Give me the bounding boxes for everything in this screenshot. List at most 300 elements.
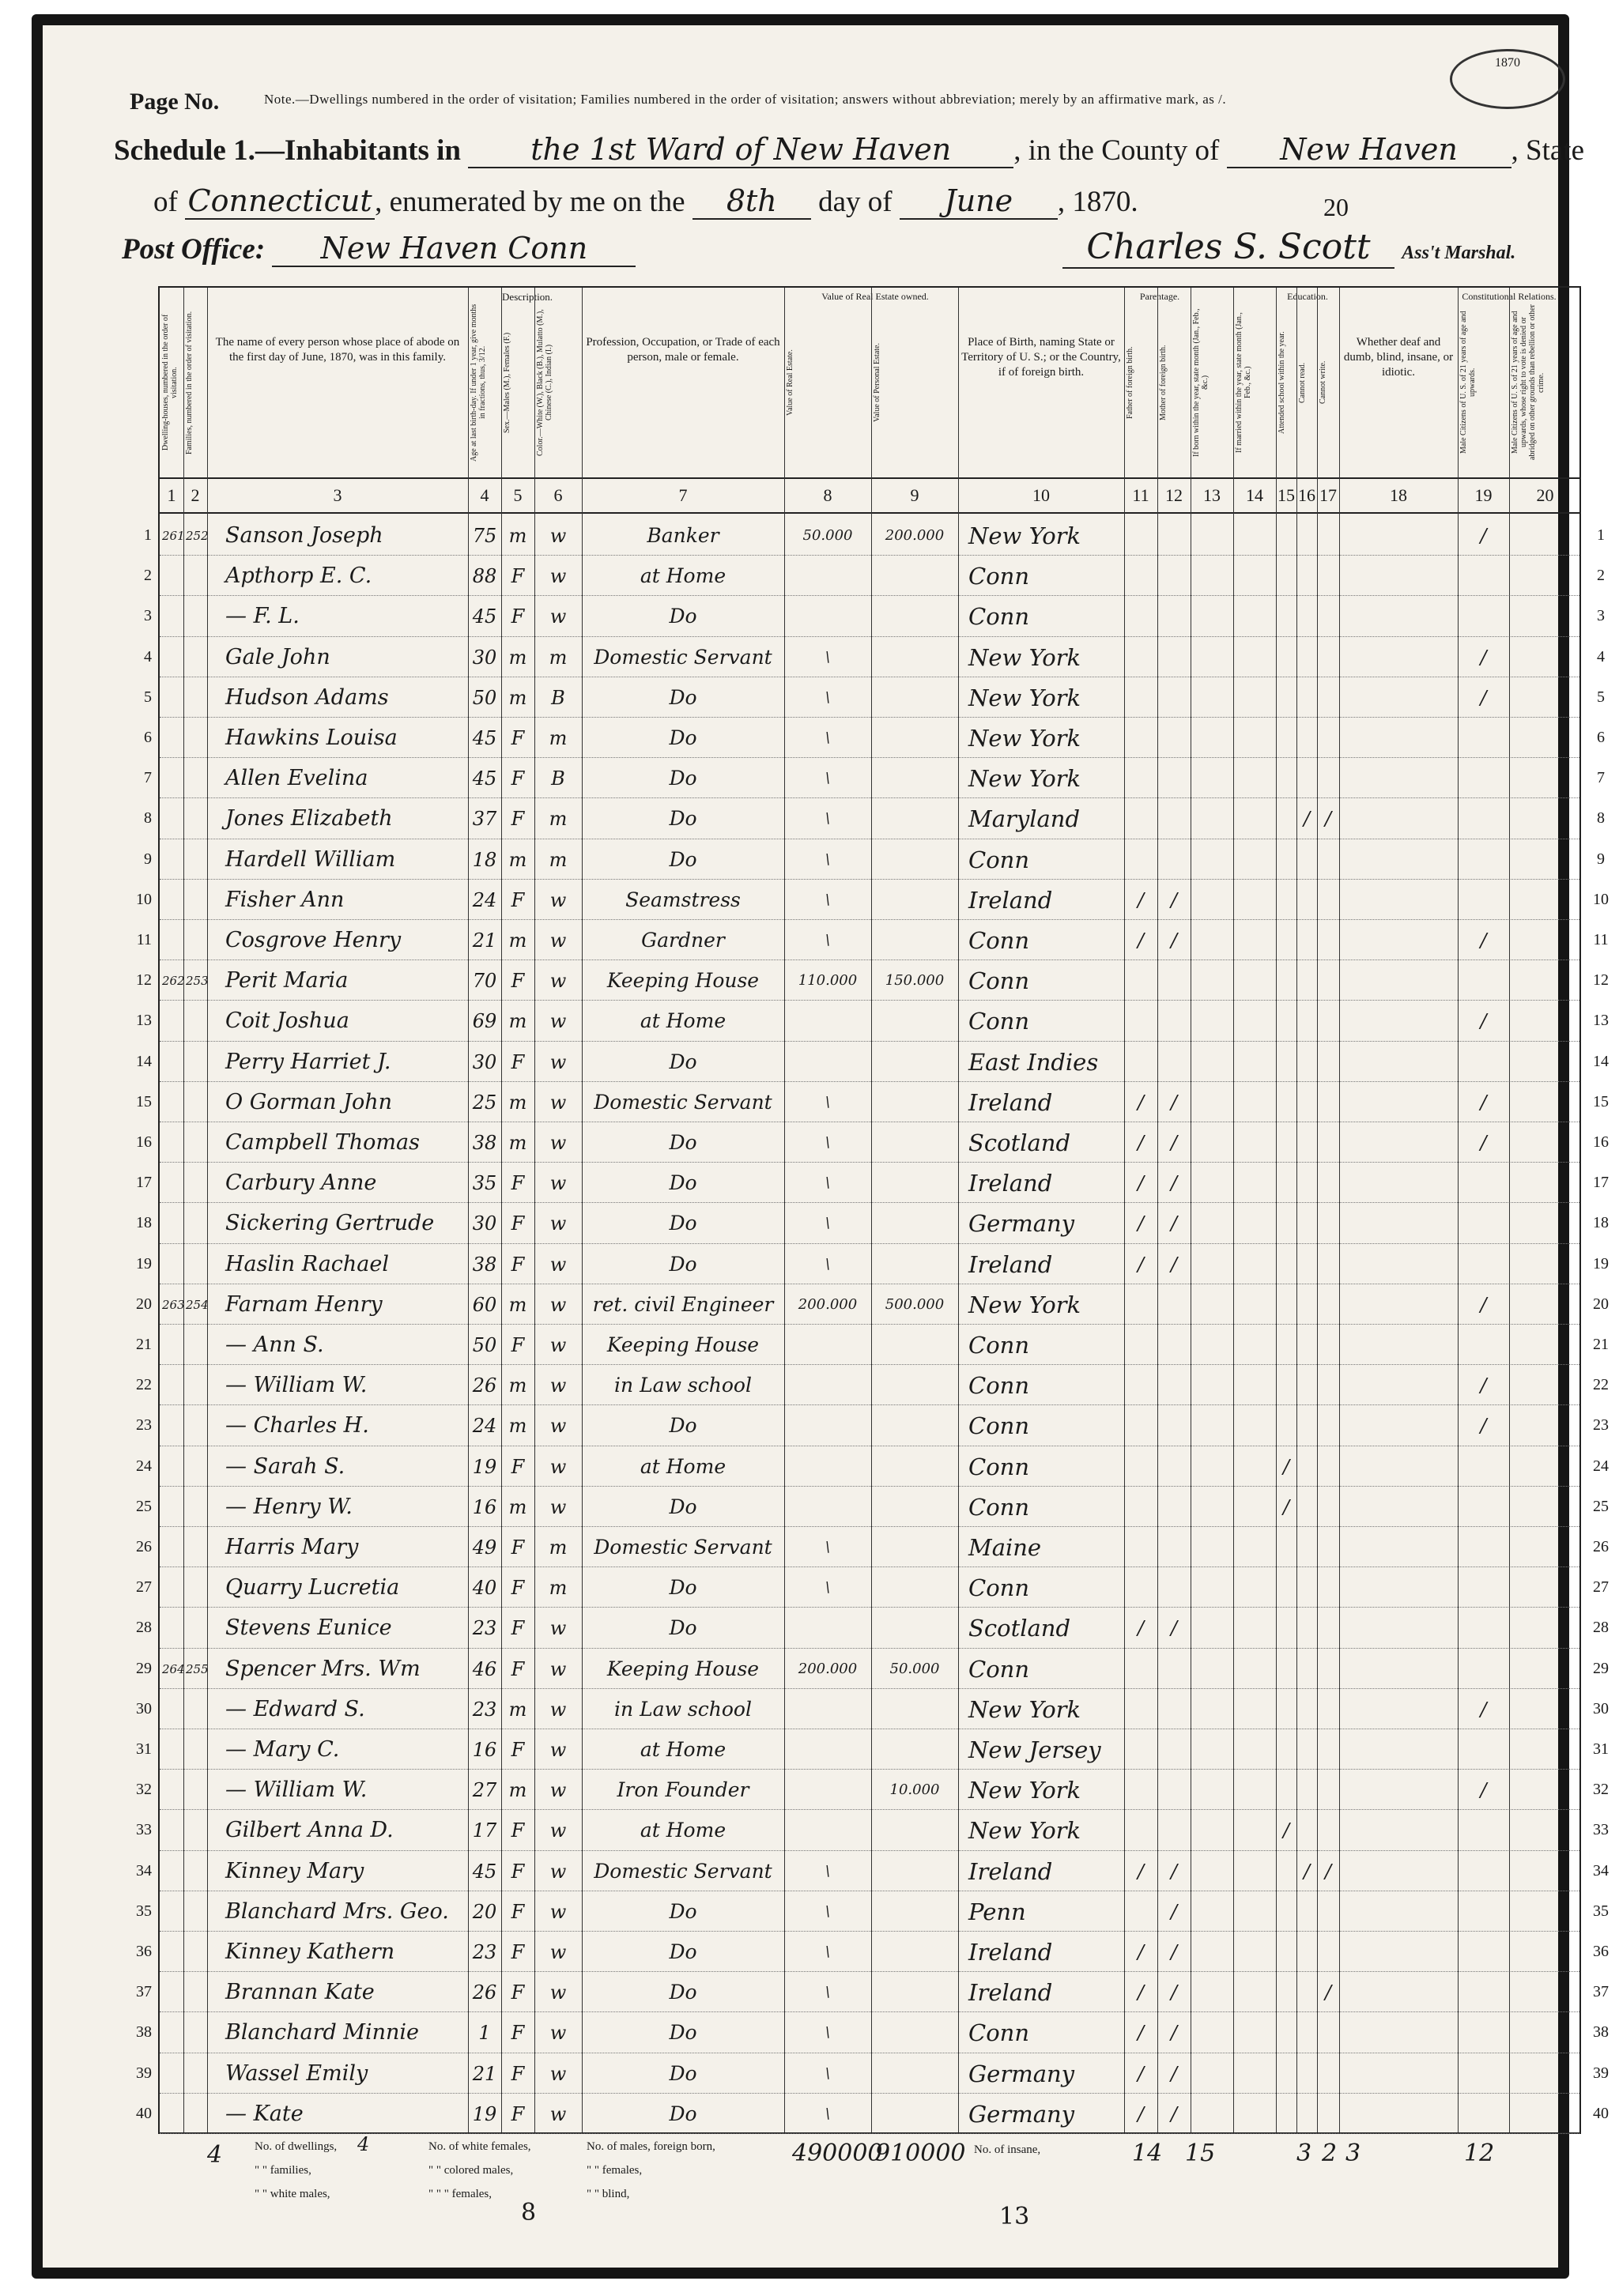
table-row	[136, 1607, 1609, 1648]
color: w	[549, 565, 567, 588]
color: B	[551, 686, 565, 709]
occupation: Keeping House	[606, 969, 760, 993]
sex: F	[511, 767, 525, 790]
father-foreign-mark	[1127, 1531, 1155, 1564]
dwelling-number	[162, 762, 181, 795]
father-foreign-mark	[1127, 1693, 1155, 1726]
mother-foreign-mark: /	[1170, 1253, 1178, 1276]
enumerated-label: , enumerated by me on the	[375, 186, 685, 218]
birthplace: New York	[968, 765, 1081, 793]
table-row	[136, 2093, 1609, 2134]
sex: F	[511, 727, 525, 749]
column-number-10: 10	[1032, 485, 1050, 505]
citizen-mark: /	[1480, 1415, 1487, 1438]
person-name: — Charles H.	[225, 1413, 369, 1438]
column-rule	[871, 288, 872, 2132]
father-foreign-mark: /	[1137, 1212, 1145, 1235]
cannot-read-mark	[1299, 2057, 1315, 2091]
father-foreign-mark	[1127, 1774, 1155, 1807]
insane-label: No. of insane,	[974, 2143, 1041, 2156]
cannot-read-mark	[1299, 1571, 1315, 1604]
father-foreign-mark: /	[1137, 1617, 1145, 1640]
real-estate-value: \	[825, 1093, 831, 1110]
father-foreign-mark	[1127, 1005, 1155, 1038]
citizen-mark	[1460, 1046, 1507, 1079]
school-mark	[1278, 1733, 1294, 1766]
personal-estate-value: 500.000	[885, 1295, 945, 1313]
line-number: 11	[136, 931, 152, 948]
dwelling-number	[162, 1531, 181, 1564]
personal-estate-value	[874, 1936, 956, 1969]
color: w	[549, 1293, 567, 1316]
line-number-right: 7	[1597, 769, 1605, 787]
line-number-right: 19	[1593, 1254, 1609, 1272]
line-number-right: 5	[1597, 688, 1605, 706]
line-number-right: 35	[1593, 1902, 1609, 1920]
line-number: 13	[136, 1012, 152, 1030]
father-foreign-mark: /	[1137, 888, 1145, 911]
real-estate-value: \	[825, 932, 831, 948]
person-name: Blanchard Minnie	[225, 2020, 420, 2045]
citizen-mark	[1460, 1895, 1507, 1928]
mother-foreign-mark	[1160, 600, 1188, 633]
family-number	[186, 1126, 205, 1159]
citizen-mark	[1460, 1531, 1507, 1564]
column-heading-20: Male Citizens of U. S. of 21 years of age and upwards, whose right to vote is denied or abridged on other grounds than rebellion or other crime.	[1511, 304, 1545, 461]
line-number-right: 1	[1597, 526, 1605, 544]
age: 60	[472, 1293, 497, 1316]
color: w	[549, 1981, 567, 2004]
age: 30	[472, 646, 497, 669]
school-mark	[1278, 802, 1294, 835]
occupation: Domestic Servant	[594, 1859, 772, 1883]
dwelling-number: 264	[162, 1661, 185, 1676]
occupation: Do	[669, 2021, 697, 2045]
family-number	[186, 1571, 205, 1604]
person-name: — William W.	[225, 1373, 368, 1398]
age: 16	[472, 1495, 497, 1518]
school-mark	[1278, 600, 1294, 633]
cannot-read-mark	[1299, 1733, 1315, 1766]
birthplace: Germany	[968, 1210, 1075, 1238]
cannot-read-mark	[1299, 1895, 1315, 1928]
father-foreign-mark	[1127, 519, 1155, 552]
sex: m	[508, 1374, 527, 1397]
color: m	[549, 808, 568, 831]
line-number-right: 25	[1593, 1497, 1609, 1515]
table-row	[136, 1081, 1609, 1122]
real-estate-value: \	[825, 1579, 831, 1597]
age: 26	[472, 1981, 497, 2004]
column-heading-6: Color.—White (W.), Black (B.), Mulatto (M.), Chinese (C.), Indian (I.)	[536, 309, 553, 456]
line-number-right: 30	[1593, 1699, 1609, 1717]
mother-foreign-mark	[1160, 1814, 1188, 1847]
occupation: Do	[669, 726, 697, 749]
personal-estate-value	[874, 924, 956, 957]
cannot-read-mark	[1299, 1329, 1315, 1362]
dwelling-number	[162, 1814, 181, 1847]
birthplace: Ireland	[968, 1979, 1053, 2007]
birthplace: Ireland	[968, 1170, 1053, 1197]
father-foreign-mark	[1127, 843, 1155, 877]
sex: F	[511, 1657, 525, 1680]
table-row	[136, 1971, 1609, 2012]
mother-foreign-mark: /	[1170, 2102, 1178, 2125]
real-estate-value: 50.000	[802, 527, 853, 544]
color: w	[549, 1495, 567, 1518]
column-heading-5: Sex.—Males (M.), Females (F.)	[503, 332, 511, 433]
father-foreign-mark	[1127, 1814, 1155, 1847]
school-total: 3	[1296, 2140, 1312, 2167]
birthplace: Conn	[968, 563, 1030, 590]
table-row	[144, 595, 1605, 636]
line-number-right: 22	[1593, 1376, 1609, 1394]
line-number-right: 3	[1597, 607, 1605, 625]
age: 35	[472, 1172, 497, 1195]
line-number: 37	[136, 1983, 152, 2001]
cannot-read-mark	[1299, 1653, 1315, 1686]
year-label: , 1870.	[1057, 186, 1138, 218]
footer-right-mark: 13	[999, 2203, 1030, 2230]
real-estate-value	[787, 560, 869, 593]
school-mark	[1278, 1855, 1294, 1888]
column-number-20: 20	[1536, 485, 1554, 505]
line-number-right: 4	[1597, 647, 1605, 665]
personal-estate-value	[874, 1612, 956, 1645]
real-estate-value: 200.000	[798, 1295, 858, 1313]
occupation: ret. civil Engineer	[592, 1292, 774, 1316]
personal-estate-value	[874, 1207, 956, 1240]
line-number-right: 40	[1593, 2104, 1609, 2122]
line-number: 25	[136, 1497, 152, 1515]
age: 19	[472, 1455, 497, 1478]
column-rule	[501, 288, 502, 2132]
person-name: Quarry Lucretia	[225, 1575, 400, 1600]
occupation: Do	[669, 1981, 697, 2004]
cannot-write-mark	[1319, 2057, 1337, 2091]
family-number	[186, 1046, 205, 1079]
school-mark	[1278, 1531, 1294, 1564]
line-number: 3	[144, 607, 152, 625]
column-heading-15: Attended school within the year.	[1277, 331, 1286, 434]
white-males-label: " " white males,	[255, 2188, 330, 2200]
line-number: 4	[144, 647, 152, 665]
dwelling-number: 262	[162, 974, 185, 989]
line-number: 16	[136, 1133, 152, 1151]
line-number-right: 26	[1593, 1538, 1609, 1555]
citizen-mark: /	[1480, 525, 1487, 547]
real-estate-value	[787, 1774, 869, 1807]
real-estate-value: \	[825, 648, 831, 665]
family-number	[186, 2098, 205, 2131]
family-number: 253	[186, 974, 209, 989]
sex: m	[508, 929, 527, 952]
age: 37	[472, 808, 497, 831]
column-heading-11: Father of foreign birth.	[1126, 346, 1134, 419]
father-foreign-mark	[1127, 1733, 1155, 1766]
person-name: Farnam Henry	[225, 1291, 383, 1317]
school-mark	[1278, 1086, 1294, 1119]
cannot-read-mark	[1299, 600, 1315, 633]
father-foreign-mark: /	[1137, 2062, 1145, 2085]
color: w	[549, 1941, 567, 1963]
column-heading-16: Cannot read.	[1298, 362, 1307, 403]
sex: F	[511, 565, 525, 588]
dwelling-number	[162, 1248, 181, 1281]
color: w	[549, 1739, 567, 1761]
color: m	[549, 1577, 568, 1600]
birthplace: New York	[968, 1291, 1081, 1318]
line-number: 9	[144, 850, 152, 868]
father-foreign-mark: /	[1137, 1172, 1145, 1195]
occupation: Do	[669, 1495, 697, 1518]
birthplace: Ireland	[968, 886, 1053, 914]
table-row	[136, 1648, 1609, 1689]
line-number-right: 14	[1593, 1052, 1609, 1070]
mother-foreign-mark: /	[1170, 2022, 1178, 2045]
column-number-13: 13	[1203, 485, 1221, 505]
person-name: Hudson Adams	[225, 684, 389, 710]
father-foreign-mark: /	[1137, 1941, 1145, 1963]
dwelling-number: 263	[162, 1297, 185, 1312]
sex: m	[508, 646, 527, 669]
school-mark	[1278, 1369, 1294, 1402]
column-rule	[207, 288, 208, 2132]
table-row	[136, 919, 1609, 960]
person-name: Kinney Kathern	[225, 1940, 395, 1964]
personal-estate-value	[874, 1126, 956, 1159]
father-foreign-mark: /	[1137, 929, 1145, 952]
line-number: 21	[136, 1336, 152, 1353]
family-number	[186, 1733, 205, 1766]
real-estate-value: \	[825, 1174, 831, 1192]
person-name: — Henry W.	[225, 1494, 353, 1519]
family-number: 254	[186, 1297, 209, 1312]
sex: m	[508, 1293, 527, 1316]
birthplace: Conn	[968, 1574, 1030, 1602]
real-estate-value	[787, 1369, 869, 1402]
line-number-right: 17	[1593, 1174, 1609, 1192]
citizen-mark: /	[1480, 1091, 1487, 1114]
sex: F	[511, 1860, 525, 1883]
citizen-mark	[1460, 560, 1507, 593]
color: w	[549, 1698, 567, 1721]
personal-estate-value	[874, 1248, 956, 1281]
column-number-15: 15	[1277, 485, 1295, 505]
cannot-write-mark	[1319, 924, 1337, 957]
age: 18	[472, 848, 497, 871]
cannot-write-mark	[1319, 1207, 1337, 1240]
citizens-total: 12	[1464, 2140, 1495, 2167]
dwelling-number	[162, 1046, 181, 1079]
school-mark: /	[1282, 1819, 1290, 1842]
sex: F	[511, 1617, 525, 1640]
real-estate-value: \	[825, 1134, 831, 1151]
school-mark	[1278, 964, 1294, 997]
person-name: Spencer Mrs. Wm	[225, 1656, 421, 1681]
real-estate-value	[787, 1450, 869, 1484]
column-rule	[468, 288, 469, 2132]
citizen-mark	[1460, 1855, 1507, 1888]
color: w	[549, 2102, 567, 2125]
personal-estate-value	[874, 1450, 956, 1484]
person-name: Coit Joshua	[225, 1009, 349, 1034]
person-name: Kinney Mary	[225, 1858, 364, 1883]
personal-estate-value	[874, 1976, 956, 2009]
cannot-read-mark	[1299, 884, 1315, 917]
father-foreign-mark	[1127, 1369, 1155, 1402]
dwelling-number	[162, 2016, 181, 2049]
school-mark: /	[1282, 1455, 1290, 1478]
citizen-mark: /	[1480, 1698, 1487, 1721]
dwelling-number	[162, 1167, 181, 1200]
line-number: 33	[136, 1821, 152, 1839]
column-heading-1: Dwelling-houses, numbered in the order of visitation.	[161, 314, 179, 451]
age: 45	[472, 1860, 497, 1883]
age: 45	[472, 727, 497, 749]
family-number	[186, 1207, 205, 1240]
family-number	[186, 1976, 205, 2009]
birthplace: Ireland	[968, 1088, 1053, 1116]
sex: m	[508, 1091, 527, 1114]
citizen-mark	[1460, 1571, 1507, 1604]
occupation: Do	[669, 1576, 697, 1600]
color: w	[549, 1091, 567, 1114]
personal-estate-value	[874, 722, 956, 755]
cannot-write-mark	[1319, 1733, 1337, 1766]
birthplace: New York	[968, 1695, 1081, 1723]
father-foreign-mark: /	[1137, 1132, 1145, 1154]
person-name: — Mary C.	[225, 1737, 340, 1762]
table-row	[136, 1041, 1609, 1082]
mother-foreign-mark	[1160, 1450, 1188, 1484]
family-number	[186, 600, 205, 633]
real-estate-value: \	[825, 1984, 831, 2001]
birthplace: Conn	[968, 1453, 1030, 1480]
citizen-mark	[1460, 2057, 1507, 2091]
cannot-write-mark	[1319, 1409, 1337, 1442]
family-number	[186, 722, 205, 755]
mother-foreign-mark: /	[1170, 1212, 1178, 1235]
line-number: 26	[136, 1538, 152, 1555]
father-foreign-mark	[1127, 762, 1155, 795]
real-estate-value: \	[825, 1902, 831, 1920]
personal-estate-value	[874, 1531, 956, 1564]
line-number: 1	[144, 526, 152, 544]
color: w	[549, 1900, 567, 1923]
table-row	[144, 677, 1605, 718]
cannot-read-mark	[1299, 964, 1315, 997]
occupation: Do	[669, 767, 697, 790]
family-number	[186, 1005, 205, 1038]
real-estate-value: 110.000	[798, 972, 858, 990]
line-number-right: 8	[1597, 809, 1605, 828]
cannot-write-mark	[1319, 1126, 1337, 1159]
school-mark	[1278, 2016, 1294, 2049]
color: w	[549, 1617, 567, 1640]
colored-females-label: " " " females,	[428, 2188, 492, 2200]
cannot-write-mark	[1319, 600, 1337, 633]
personal-estate-value	[874, 843, 956, 877]
cannot-write-mark	[1319, 1450, 1337, 1484]
of-label: of	[153, 186, 178, 218]
cannot-write-mark	[1319, 884, 1337, 917]
father-foreign-mark: /	[1137, 1981, 1145, 2004]
sex: F	[511, 2102, 525, 2125]
person-name: — Sarah S.	[225, 1453, 345, 1479]
dwelling-number: 261	[162, 529, 185, 543]
personal-estate-value	[874, 1814, 956, 1847]
line-number: 39	[136, 2064, 152, 2082]
marshal-label: Ass't Marshal.	[1402, 243, 1516, 263]
column-rule	[1458, 288, 1459, 2132]
table-row	[136, 879, 1609, 920]
father-foreign-mark	[1127, 722, 1155, 755]
cannot-read-mark	[1299, 1693, 1315, 1726]
cannot-write-mark	[1319, 1774, 1337, 1807]
table-row	[136, 1526, 1609, 1567]
color: w	[549, 605, 567, 628]
color: w	[549, 1415, 567, 1438]
column-rule	[1157, 288, 1158, 2132]
cannot-read-mark	[1299, 681, 1315, 714]
column-number-14: 14	[1246, 485, 1263, 505]
mother-foreign-mark: /	[1170, 1941, 1178, 1963]
person-name: Perit Maria	[225, 968, 349, 993]
citizen-mark	[1460, 1248, 1507, 1281]
real-estate-value: \	[825, 688, 831, 706]
sex: F	[511, 1334, 525, 1356]
father-foreign-mark	[1127, 964, 1155, 997]
family-number	[186, 681, 205, 714]
line-number: 34	[136, 1861, 152, 1879]
enumeration-line	[153, 183, 1138, 220]
mother-foreign-mark	[1160, 681, 1188, 714]
personal-estate-value	[874, 2016, 956, 2049]
personal-estate-value	[874, 1167, 956, 1200]
table-row	[144, 797, 1605, 839]
cannot-write-mark	[1319, 1491, 1337, 1524]
post-office-label: Post Office:	[122, 233, 266, 266]
cannot-write-mark: /	[1324, 1981, 1332, 2004]
occupation: at Home	[640, 1738, 726, 1761]
family-number	[186, 843, 205, 877]
personal-estate-value	[874, 1895, 956, 1928]
cannot-read-mark	[1299, 1288, 1315, 1321]
personal-estate-value	[874, 1086, 956, 1119]
line-number: 28	[136, 1619, 152, 1637]
column-headings	[160, 288, 1579, 479]
occupation: in Law school	[614, 1374, 752, 1397]
families-label: " " families,	[255, 2164, 311, 2177]
table-row	[136, 1284, 1609, 1325]
cannot-write-total: 3	[1345, 2140, 1361, 2167]
father-foreign-mark: /	[1137, 1253, 1145, 1276]
cannot-write-mark	[1319, 560, 1337, 593]
citizen-mark	[1460, 1167, 1507, 1200]
family-number	[186, 1491, 205, 1524]
citizen-mark: /	[1480, 1374, 1487, 1397]
person-name: Gilbert Anna D.	[225, 1818, 394, 1843]
occupation: Seamstress	[625, 888, 741, 911]
line-number-right: 28	[1593, 1619, 1609, 1637]
cannot-read-mark	[1299, 722, 1315, 755]
color: w	[549, 2022, 567, 2045]
cannot-write-mark	[1319, 1653, 1337, 1686]
line-number-right: 23	[1593, 1416, 1609, 1435]
table-row	[136, 2053, 1609, 2094]
line-number: 19	[136, 1254, 152, 1272]
